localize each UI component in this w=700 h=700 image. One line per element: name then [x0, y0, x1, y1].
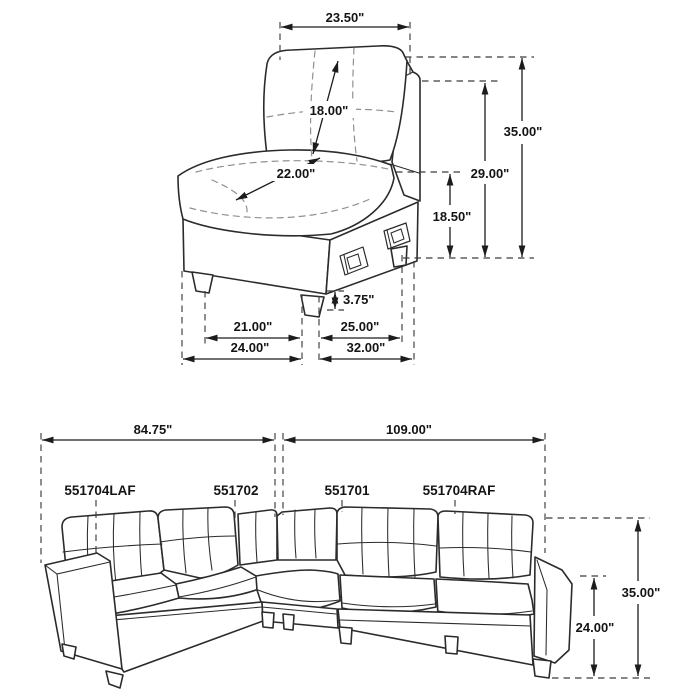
dim-top-width: 23.50"	[325, 10, 365, 25]
sectional-sofa-drawing	[45, 507, 572, 688]
dim-sofa-height: 35.00"	[621, 585, 661, 600]
dim-overall-height: 35.00"	[503, 124, 543, 139]
dim-overall-depth: 32.00"	[346, 340, 386, 355]
part-label-armless: 551702	[213, 483, 259, 498]
part-label-corner: 551701	[324, 483, 370, 498]
dim-base-height: 18.50"	[432, 209, 472, 224]
dim-back-height: 29.00"	[470, 166, 510, 181]
dim-leg-height: 3.75"	[343, 292, 375, 307]
sofa-left-arm	[45, 553, 122, 669]
part-label-laf: 551704LAF	[64, 483, 136, 498]
dim-seat-width: 21.00"	[233, 319, 273, 334]
sofa-right-arm	[534, 557, 572, 663]
dim-overall-width: 24.00"	[230, 340, 270, 355]
armless-chair-drawing	[178, 46, 420, 317]
sofa-base	[86, 602, 533, 672]
dim-right-length: 109.00"	[386, 422, 432, 437]
dim-seat-depth: 25.00"	[340, 319, 380, 334]
dim-seat-length: 22.00"	[276, 166, 316, 181]
chair-seat-cushion	[178, 150, 394, 236]
part-label-raf: 551704RAF	[422, 483, 496, 498]
dim-back-length: 18.00"	[309, 103, 349, 118]
dim-arm-height: 24.00"	[575, 620, 615, 635]
dim-left-length: 84.75"	[133, 422, 173, 437]
